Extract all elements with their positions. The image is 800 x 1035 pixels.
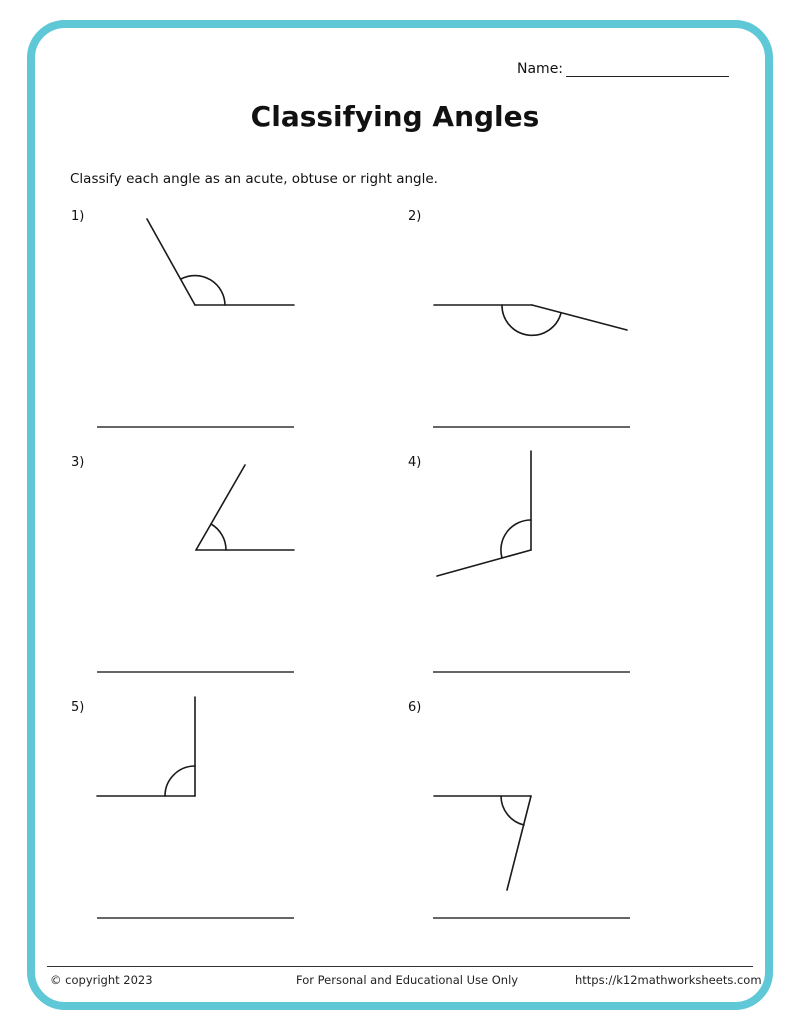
footer-divider	[47, 966, 753, 967]
name-label: Name:	[517, 61, 564, 77]
question-5-number: 5)	[71, 700, 85, 715]
angle-5-diagram	[97, 697, 195, 796]
angle-3-diagram	[196, 465, 294, 550]
angle-6-diagram	[434, 796, 531, 890]
footer-copyright: © copyright 2023	[50, 973, 153, 987]
angle-2-diagram	[434, 305, 627, 335]
question-2-number: 2)	[408, 209, 422, 224]
question-6-number: 6)	[408, 700, 422, 715]
question-4-number: 4)	[408, 455, 422, 470]
footer-usage: For Personal and Educational Use Only	[296, 973, 519, 987]
question-1-number: 1)	[71, 209, 85, 224]
footer-url[interactable]: https://k12mathworksheets.com	[575, 973, 762, 987]
angle-1-diagram	[147, 219, 294, 305]
instructions: Classify each angle as an acute, obtuse or right angle.	[70, 171, 438, 187]
page-title: Classifying Angles	[250, 100, 540, 133]
angle-4-diagram	[437, 451, 531, 576]
question-3-number: 3)	[71, 455, 85, 470]
